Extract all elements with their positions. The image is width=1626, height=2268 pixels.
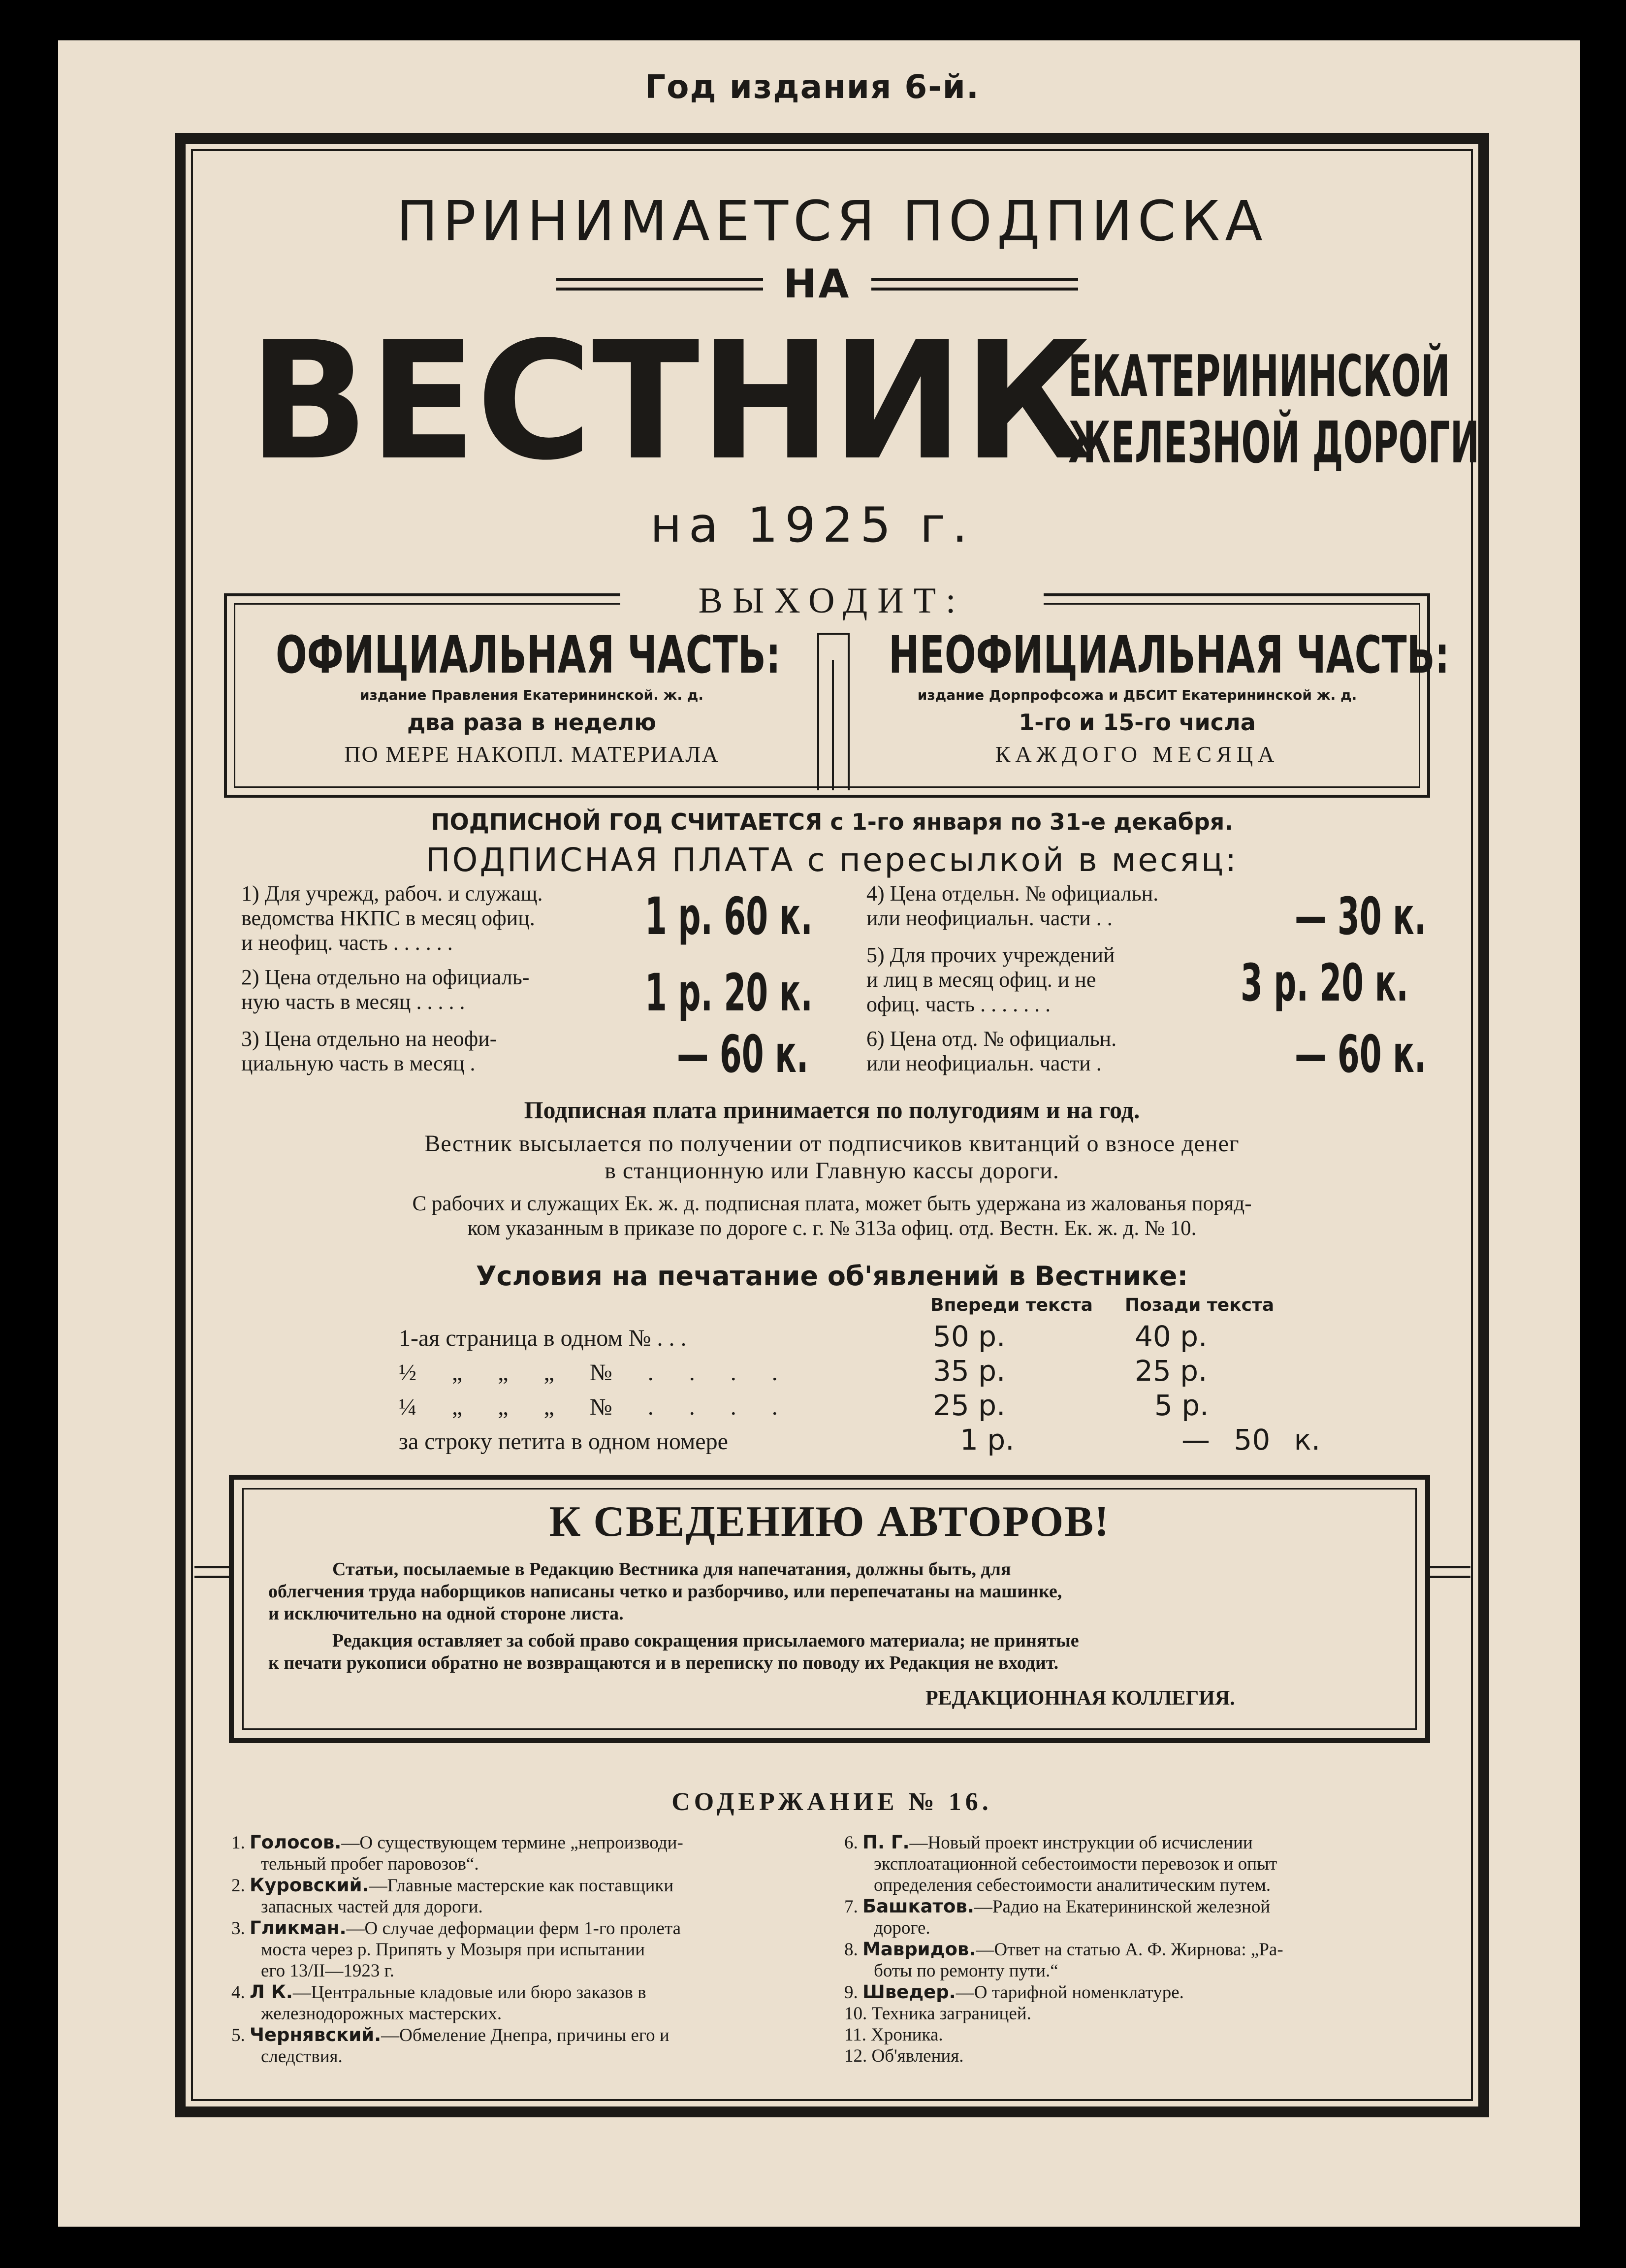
unofficial-title: НЕОФИЦИАЛЬНАЯ ЧАСТЬ: xyxy=(889,625,1450,685)
ads-row-2-front: 35 р. xyxy=(933,1354,1006,1388)
subscription-note-periods: Подписная плата принимается по полугодиям и на год. xyxy=(524,1096,1140,1124)
vyhodit-heading: ВЫХОДИТ: xyxy=(620,580,1044,622)
authors-p2-line2: к печати рукописи обратно не возвращаются и в переписку по поводу их Редакция не входит. xyxy=(268,1652,1059,1673)
ads-heading: Условия на печатание об'явлений в Вестнике: xyxy=(476,1261,1188,1292)
official-publisher: издание Правления Екатерининской. ж. д. xyxy=(360,687,703,703)
authors-p2-line1: Редакция оставляет за собой право сокращения присылаемого материала; не принятые xyxy=(332,1630,1079,1651)
fee-item-6-price: — 60 к. xyxy=(1295,1024,1427,1084)
ads-row-4-label: за строку петита в одном номере xyxy=(399,1428,728,1455)
contents-item-6: 6. П. Г.—Новый проект инструкции об исчислении эксплоатационной себестоимости перевозок и опыт определения себестоимости аналитическим путем. xyxy=(844,1832,1277,1895)
fee-item-5-price: 3 р. 20 к. xyxy=(1241,953,1408,1013)
ads-row-2-back: 25 р. xyxy=(1135,1354,1208,1388)
contents-item-2: 2. Куровский.—Главные мастерские как поставщики запасных частей для дороги. xyxy=(231,1875,674,1917)
fee-item-1: 1) Для учрежд, рабоч. и служащ. ведомства НКПС в месяц офиц. и неофиц. часть . . . . . . xyxy=(241,881,543,955)
unofficial-frequency: 1-го и 15-го числа xyxy=(1019,709,1256,736)
title-line1: ПРИНИМАЕТСЯ ПОДПИСКА xyxy=(396,190,1268,254)
contents-heading: СОДЕРЖАНИЕ № 16. xyxy=(671,1788,992,1816)
contents-item-5: 5. Чернявский.—Обмеление Днепра, причины его и следствия. xyxy=(231,2024,670,2067)
subscription-note-dispatch-2: в станционную или Главную кассы дороги. xyxy=(605,1158,1059,1184)
authors-p1-line1: Статьи, посылаемые в Редакцию Вестника для напечатания, должны быть, для xyxy=(332,1559,1011,1580)
official-frequency: два раза в неделю xyxy=(407,709,656,736)
contents-item-9: 9. Шведер.—О тарифной номенклатуре. xyxy=(844,1981,1184,2003)
contents-item-4: 4. Л К.—Центральные кладовые или бюро заказов в железнодорожных мастерских. xyxy=(231,1981,646,2024)
authors-rule-right-2 xyxy=(1430,1576,1470,1578)
authors-p1-line3: и исключительно на одной стороне листа. xyxy=(268,1603,624,1624)
title-na-rule-left xyxy=(556,278,763,281)
subscription-note-dispatch-1: Вестник высылается по получении от подписчиков квитанций о взносе денег xyxy=(424,1131,1240,1157)
fee-item-1-price: 1 р. 60 к. xyxy=(645,886,813,946)
authors-p1-line2: облегчения труда наборщиков написаны четко и разборчиво, или перепечатаны на машинке, xyxy=(268,1581,1062,1602)
title-sub-ekaterininskoi: ЕКАТЕРИНИНСКОЙ xyxy=(1068,343,1450,410)
authors-heading: К СВЕДЕНИЮ АВТОРОВ! xyxy=(549,1498,1110,1546)
title-vestnik: ВЕСТНИК xyxy=(249,307,1092,496)
fee-item-2-price: 1 р. 20 к. xyxy=(645,963,813,1023)
authors-rule-left xyxy=(194,1566,229,1568)
title-sub-zheleznoi-dorogi: ЖЕЛЕЗНОЙ ДОРОГИ xyxy=(1068,410,1480,476)
subscription-fee-heading: ПОДПИСНАЯ ПЛАТА с пересылкой в месяц: xyxy=(425,841,1239,879)
contents-item-10: 10. Техника заграницей. xyxy=(844,2004,1031,2024)
fee-item-5: 5) Для прочих учреждений и лиц в месяц офиц. и не офиц. часть . . . . . . . xyxy=(866,943,1115,1016)
fee-item-3-price: — 60 к. xyxy=(677,1024,809,1084)
fee-item-4-price: — 30 к. xyxy=(1295,886,1427,946)
subscription-year-note: ПОДПИСНОЙ ГОД СЧИТАЕТСЯ с 1-го января по 31-е декабря. xyxy=(431,809,1233,835)
ads-row-4-back: — 50 к. xyxy=(1181,1423,1321,1457)
title-year: на 1925 г. xyxy=(650,497,975,553)
ads-col-back: Позади текста xyxy=(1125,1295,1275,1315)
ads-row-2-label: ½ „ „ „ № . . . . xyxy=(399,1360,778,1386)
ads-row-4-front: 1 р. xyxy=(960,1423,1015,1457)
contents-item-7: 7. Башкатов.—Радио на Екатерининской железной дороге. xyxy=(844,1896,1271,1938)
contents-item-8: 8. Мавридов.—Ответ на статью А. Ф. Жирнова: „Ра- боты по ремонту пути.“ xyxy=(844,1939,1283,1981)
ads-col-front: Впереди текста xyxy=(930,1295,1093,1315)
ads-row-3-back: 5 р. xyxy=(1154,1389,1209,1422)
contents-item-3: 3. Гликман.—О случае деформации ферм 1-го пролета моста через р. Припять у Мозыря при испытании его 13/II—1923 г. xyxy=(231,1917,681,1981)
fee-item-6: 6) Цена отд. № официальн. или неофициальн. части . xyxy=(866,1027,1117,1075)
contents-right-column xyxy=(844,1832,1445,2067)
title-na: НА xyxy=(783,261,851,307)
fee-item-4: 4) Цена отдельн. № официальн. или неофициальн. части . . xyxy=(866,881,1159,930)
title-na-rule-left-2 xyxy=(556,288,763,291)
vyhodit-divider-line xyxy=(832,660,834,790)
authors-rule-right xyxy=(1430,1566,1470,1568)
contents-item-12: 12. Об'явления. xyxy=(844,2046,964,2066)
subscription-note-salary-1: С рабочих и служащих Ек. ж. д. подписная плата, может быть удержана из жалованья поряд- xyxy=(412,1192,1252,1215)
unofficial-note: КАЖДОГО МЕСЯЦА xyxy=(995,742,1279,767)
fee-item-2: 2) Цена отдельно на официаль- ную часть в месяц . . . . . xyxy=(241,965,530,1014)
ads-row-3-label: ¼ „ „ „ № . . . . xyxy=(399,1394,778,1420)
title-na-rule-right xyxy=(871,278,1078,281)
contents-left-column xyxy=(231,1832,817,2067)
contents-item-11: 11. Хроника. xyxy=(844,2025,943,2045)
fee-item-3: 3) Цена отдельно на неофи- циальную часть в месяц . xyxy=(241,1027,497,1075)
contents-item-1: 1. Голосов.—О существующем термине „непроизводи- тельный пробег паровозов“. xyxy=(231,1832,683,1874)
edition-year: Год издания 6-й. xyxy=(645,68,980,106)
ads-row-1-back: 40 р. xyxy=(1135,1320,1208,1353)
official-note: ПО МЕРЕ НАКОПЛ. МАТЕРИАЛА xyxy=(344,742,719,767)
title-na-rule-right-2 xyxy=(871,288,1078,291)
ads-row-3-front: 25 р. xyxy=(933,1389,1006,1422)
ads-row-1-front: 50 р. xyxy=(933,1320,1006,1353)
official-title: ОФИЦИАЛЬНАЯ ЧАСТЬ: xyxy=(276,625,781,685)
subscription-note-salary-2: ком указанным в приказе по дороге с. г. № 313а офиц. отд. Вестн. Ек. ж. д. № 10. xyxy=(467,1217,1197,1240)
authors-rule-left-2 xyxy=(194,1576,229,1578)
unofficial-publisher: издание Дорпрофсожа и ДБСИТ Екатерининской ж. д. xyxy=(917,687,1357,703)
ads-row-1-label: 1-ая страница в одном № . . . xyxy=(399,1325,687,1351)
authors-signature: РЕДАКЦИОННАЯ КОЛЛЕГИЯ. xyxy=(925,1687,1235,1710)
